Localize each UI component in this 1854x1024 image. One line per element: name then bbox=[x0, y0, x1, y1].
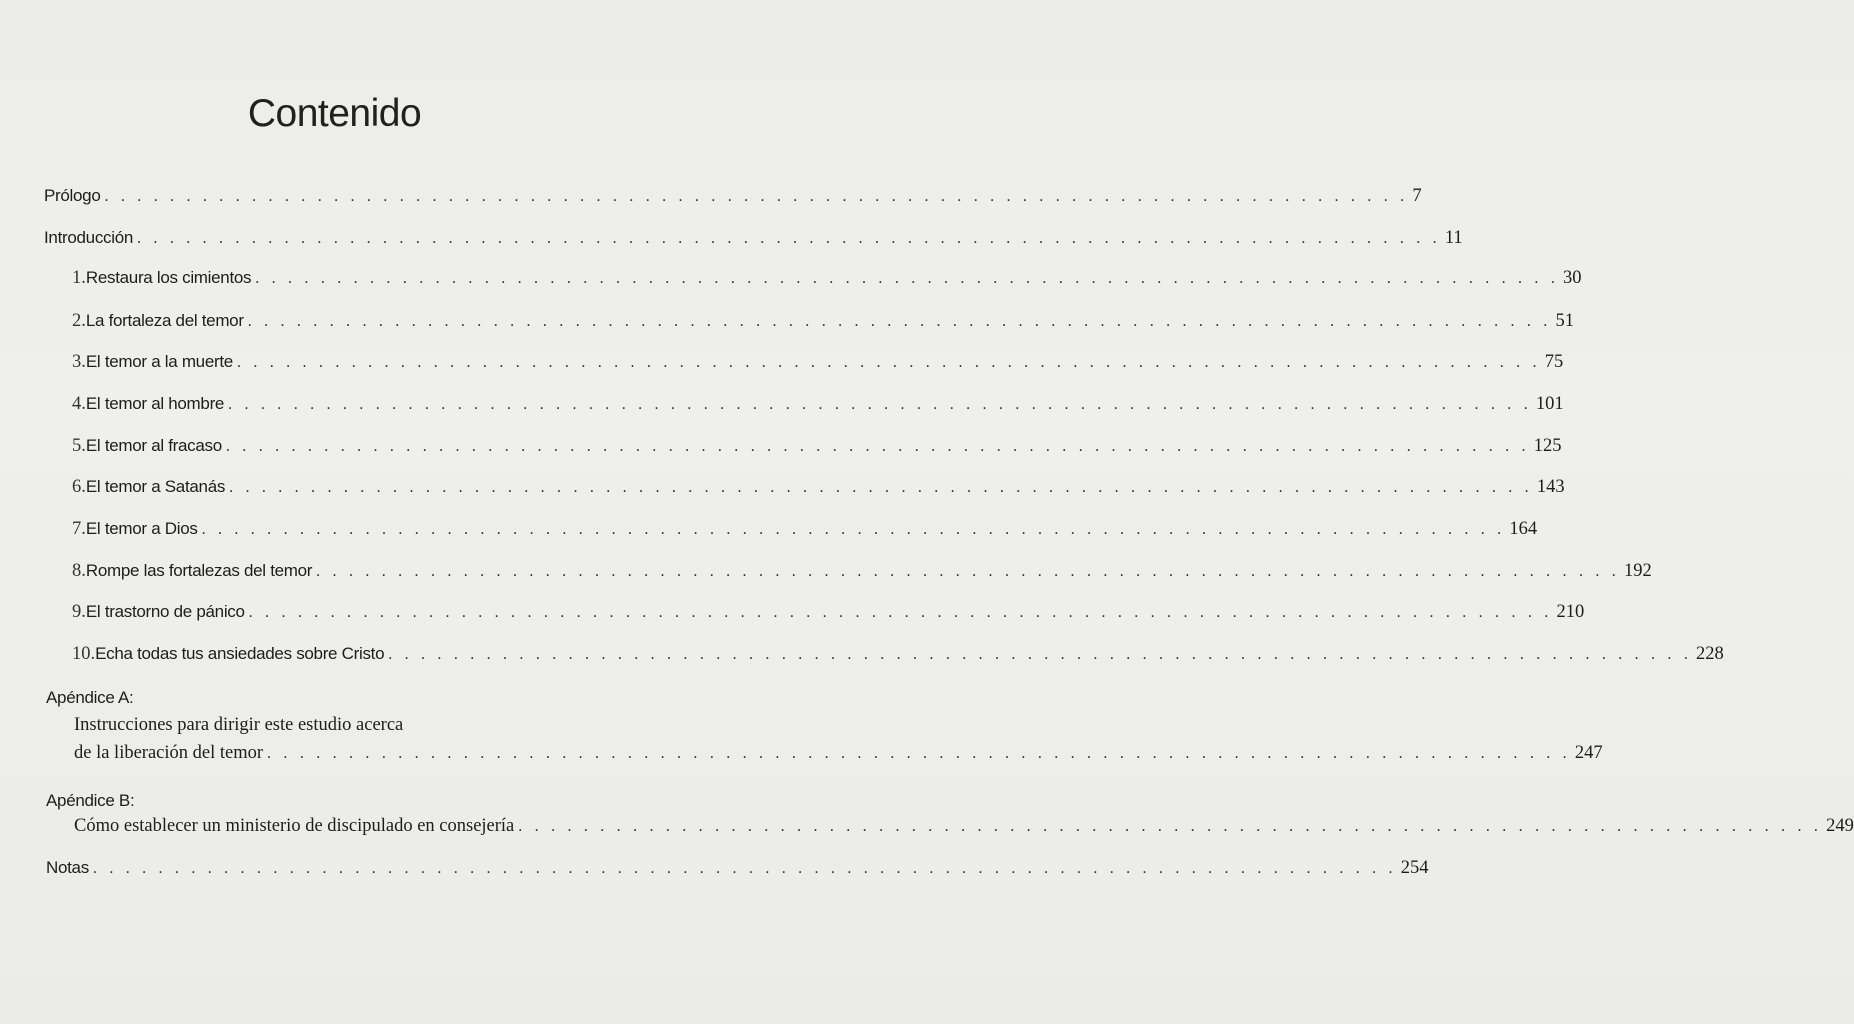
chapter-page: 192 bbox=[1623, 561, 1652, 581]
toc-chapter-9 bbox=[72, 602, 1585, 623]
chapter-title: La fortaleza del temor bbox=[85, 311, 244, 330]
chapter-title: El trastorno de pánico bbox=[85, 602, 245, 621]
leader-dots: . . . . . . . . . . . . . . . . . . . . . . . . . . . . . . . . . . . . . . . . . . . . . . . . . . . . . . . . . . . . . . . . . . . . . . . . . . . . . . . . bbox=[255, 270, 1560, 287]
toc-entry-introduccion bbox=[44, 228, 1463, 249]
toc-entry-appendix-b bbox=[74, 816, 1854, 837]
leader-dots: . . . . . . . . . . . . . . . . . . . . . . . . . . . . . . . . . . . . . . . . . . . . . . . . . . . . . . . . . . . . . . . . . . . . . . . . . . . . . . . . bbox=[92, 860, 1397, 877]
toc-entry-label: Notas bbox=[46, 858, 89, 877]
leader-dots: . . . . . . . . . . . . . . . . . . . . . . . . . . . . . . . . . . . . . . . . . . . . . . . . . . . . . . . . . . . . . . . . . . . . . . . . . . . . . . . . bbox=[228, 396, 1532, 413]
chapter-title: Rompe las fortalezas del temor bbox=[85, 561, 313, 580]
chapter-page: 125 bbox=[1533, 436, 1562, 456]
chapter-page: 101 bbox=[1535, 394, 1564, 414]
toc-entry-page: 254 bbox=[1400, 858, 1429, 878]
leader-dots: . . . . . . . . . . . . . . . . . . . . . . . . . . . . . . . . . . . . . . . . . . . . . . . . . . . . . . . . . . . . . . . . . . . . . . . . . . . . . . . . bbox=[518, 818, 1823, 835]
page-title: Contenido bbox=[247, 92, 422, 135]
toc-chapter-7 bbox=[72, 519, 1538, 540]
chapter-title: Restaura los cimientos bbox=[85, 268, 252, 287]
toc-entry-label: Introducción bbox=[44, 228, 134, 247]
leader-dots: . . . . . . . . . . . . . . . . . . . . . . . . . . . . . . . . . . . . . . . . . . . . . . . . . . . . . . . . . . . . . . . . . . . . . . . . . . . . . . . . bbox=[388, 646, 1693, 663]
toc-chapter-3 bbox=[72, 352, 1564, 373]
chapter-page: 143 bbox=[1536, 477, 1565, 497]
appendix-a-heading: Apéndice A: bbox=[46, 688, 134, 707]
chapter-page: 75 bbox=[1544, 352, 1564, 372]
chapter-number: 9. bbox=[72, 602, 86, 622]
chapter-number: 3. bbox=[72, 352, 86, 372]
toc-entry-page: 11 bbox=[1444, 228, 1463, 248]
toc-chapter-10 bbox=[72, 644, 1724, 665]
toc-chapter-8 bbox=[72, 561, 1652, 582]
appendix-b-title: Cómo establecer un ministerio de discipulado en consejería bbox=[74, 816, 515, 836]
toc-chapter-5 bbox=[72, 436, 1562, 457]
leader-dots: . . . . . . . . . . . . . . . . . . . . . . . . . . . . . . . . . . . . . . . . . . . . . . . . . . . . . . . . . . . . . . . . . . . . . . . . . . . . . . . . bbox=[247, 313, 1552, 330]
toc-entry-page: 7 bbox=[1412, 186, 1422, 206]
leader-dots: . . . . . . . . . . . . . . . . . . . . . . . . . . . . . . . . . . . . . . . . . . . . . . . . . . . . . . . . . . . . . . . . . . . . . . . . . . . . . . . . bbox=[229, 479, 1533, 496]
toc-chapter-2 bbox=[72, 311, 1575, 332]
chapter-number: 5. bbox=[72, 436, 86, 456]
toc-chapter-1 bbox=[72, 268, 1582, 289]
leader-dots: . . . . . . . . . . . . . . . . . . . . . . . . . . . . . . . . . . . . . . . . . . . . . . . . . . . . . . . . . . . . . . . . . . . . . . . . . . . . . . . . bbox=[316, 563, 1620, 580]
chapter-number: 6. bbox=[72, 477, 86, 497]
chapter-number: 8. bbox=[72, 561, 86, 581]
toc-entry-notas bbox=[46, 858, 1429, 879]
leader-dots: . . . . . . . . . . . . . . . . . . . . . . . . . . . . . . . . . . . . . . . . . . . . . . . . . . . . . . . . . . . . . . . . . . . . . . . . . . . . . . . . bbox=[248, 604, 1553, 621]
chapter-title: El temor a Dios bbox=[85, 519, 198, 538]
leader-dots: . . . . . . . . . . . . . . . . . . . . . . . . . . . . . . . . . . . . . . . . . . . . . . . . . . . . . . . . . . . . . . . . . . . . . . . . . . . . . . . . bbox=[201, 521, 1506, 538]
appendix-a-title-line2: de la liberación del temor bbox=[74, 743, 264, 763]
chapter-title: El temor al fracaso bbox=[85, 436, 222, 455]
chapter-title: El temor al hombre bbox=[85, 394, 225, 413]
leader-dots: . . . . . . . . . . . . . . . . . . . . . . . . . . . . . . . . . . . . . . . . . . . . . . . . . . . . . . . . . . . . . . . . . . . . . . . . . . . . . . . . bbox=[104, 188, 1409, 205]
appendix-a-title-line1: Instrucciones para dirigir este estudio acerca bbox=[74, 715, 404, 735]
chapter-page: 30 bbox=[1563, 268, 1582, 288]
leader-dots: . . . . . . . . . . . . . . . . . . . . . . . . . . . . . . . . . . . . . . . . . . . . . . . . . . . . . . . . . . . . . . . . . . . . . . . . . . . . . . . . bbox=[225, 438, 1530, 455]
appendix-b-page: 249 bbox=[1826, 816, 1854, 836]
chapter-number: 1. bbox=[72, 268, 86, 288]
chapter-page: 228 bbox=[1696, 644, 1724, 664]
leader-dots: . . . . . . . . . . . . . . . . . . . . . . . . . . . . . . . . . . . . . . . . . . . . . . . . . . . . . . . . . . . . . . . . . . . . . . . . . . . . . . . . bbox=[236, 354, 1541, 371]
toc-chapter-6 bbox=[72, 477, 1565, 498]
chapter-title: El temor a la muerte bbox=[85, 352, 233, 371]
chapter-number: 7. bbox=[72, 519, 86, 539]
chapter-title: Echa todas tus ansiedades sobre Cristo bbox=[95, 644, 385, 663]
chapter-page: 164 bbox=[1509, 519, 1538, 539]
toc-entry-prologo bbox=[44, 186, 1422, 207]
toc-entry-appendix-a bbox=[74, 743, 1603, 764]
chapter-number: 2. bbox=[72, 311, 86, 331]
appendix-b-heading: Apéndice B: bbox=[46, 791, 135, 810]
chapter-page: 210 bbox=[1556, 602, 1585, 622]
toc-entry-label: Prólogo bbox=[44, 186, 101, 205]
chapter-number: 10. bbox=[72, 644, 96, 664]
appendix-a-page: 247 bbox=[1574, 743, 1603, 763]
leader-dots: . . . . . . . . . . . . . . . . . . . . . . . . . . . . . . . . . . . . . . . . . . . . . . . . . . . . . . . . . . . . . . . . . . . . . . . . . . . . . . . . bbox=[267, 745, 1571, 762]
toc-chapter-4 bbox=[72, 394, 1564, 415]
leader-dots: . . . . . . . . . . . . . . . . . . . . . . . . . . . . . . . . . . . . . . . . . . . . . . . . . . . . . . . . . . . . . . . . . . . . . . . . . . . . . . . . bbox=[137, 230, 1441, 247]
chapter-number: 4. bbox=[72, 394, 86, 414]
chapter-page: 51 bbox=[1555, 311, 1575, 331]
chapter-title: El temor a Satanás bbox=[85, 477, 226, 496]
